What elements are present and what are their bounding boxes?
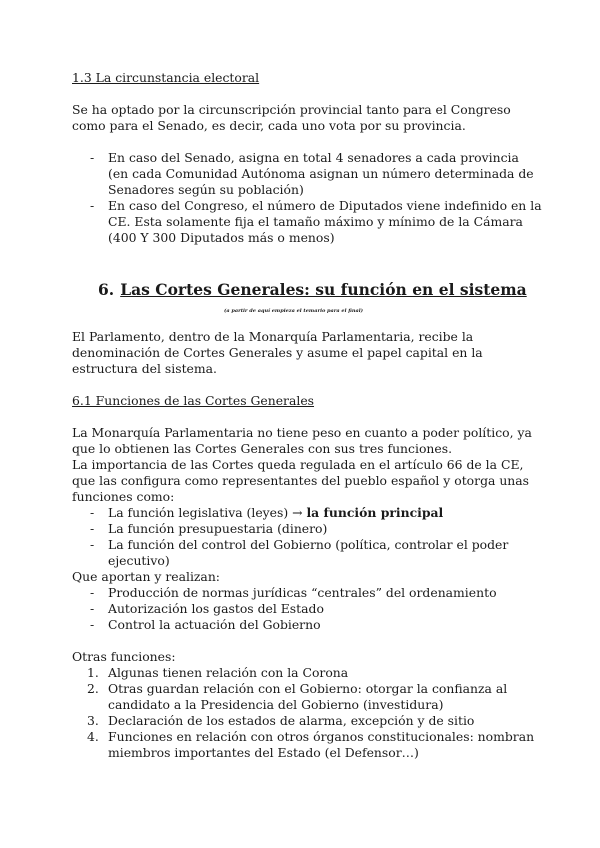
list-item-text: Algunas tienen relación con la Corona [108,665,349,680]
section-title-text: Las Cortes Generales: su función en el sistema [120,280,527,299]
list-item: - La función presupuestaria (dinero) [72,521,542,537]
list-number: 4. [87,729,99,744]
paragraph-monarquia: La Monarquía Parlamentaria no tiene peso en cuanto a poder político, ya que lo obtienen las Cortes Generales con sus tres funciones. [72,425,532,456]
list-item-text: Funciones en relación con otros órganos constitucionales: nombran miembros importantes del Estado (el Defensor…) [108,729,535,760]
bullet-list-electoral [72,150,542,246]
list-number: 3. [87,713,99,728]
heading-1-3: 1.3 La circunstancia electoral [72,70,260,85]
list-number: 2. [87,681,99,696]
paragraph-parlamento: El Parlamento, dentro de la Monarquía Parlamentaria, recibe la denominación de Cortes Generales y asume el papel capital en la estructura del sistema. [72,329,483,376]
section-title-6 [72,280,542,300]
list-item [72,729,542,761]
functions-list [72,505,542,569]
heading-6-1: 6.1 Funciones de las Cortes Generales [72,393,315,408]
list-item: - En caso del Congreso, el número de Diputados viene indefinido en la CE. Esta solamente fija el tamaño máximo y mínimo de la Cámara (400 Y 300 Diputados más o menos) [72,198,542,246]
list-item-text: Otras guardan relación con el Gobierno: otorgar la confianza al candidato a la Presidencia del Gobierno (investidura) [108,681,508,712]
list-number: 1. [87,665,99,680]
function-legislativa-text: La función legislativa (leyes) → [108,505,307,520]
paragraph-circunscripcion: Se ha optado por la circunscripción provincial tanto para el Congreso como para el Senado, es decir, cada uno vota por su provincia. [72,102,511,133]
list-item: - Producción de normas jurídicas “centrales” del ordenamiento [72,585,542,601]
list-item: - En caso del Senado, asigna en total 4 senadores a cada provincia (en cada Comunidad Autónoma asignan un número determinada de Senadores según su población) [72,150,542,198]
list-item: - La función del control del Gobierno (política, controlar el poder ejecutivo) [72,537,542,569]
contributes-list [72,585,542,633]
list-item [72,665,542,681]
function-principal-text: la función principal [306,505,444,520]
temario-note: (a partir de aquí empieza el temario para el final) [224,308,363,314]
paragraph-articulo-66: La importancia de las Cortes queda regulada en el artículo 66 de la CE, que las configura como representantes del pueblo español y otorga unas funciones como: [72,457,530,504]
list-item: - Control la actuación del Gobierno [72,617,542,633]
section-number: 6. [98,280,115,299]
list-item [72,505,542,521]
list-item [72,713,542,729]
list-item-text: Declaración de los estados de alarma, excepción y de sitio [108,713,475,728]
list-item [72,681,542,713]
other-functions-label: Otras funciones: [72,649,176,664]
document-page [72,70,542,761]
contributes-label: Que aportan y realizan: [72,569,220,584]
list-item: - Autorización los gastos del Estado [72,601,542,617]
other-functions-list [72,665,542,761]
